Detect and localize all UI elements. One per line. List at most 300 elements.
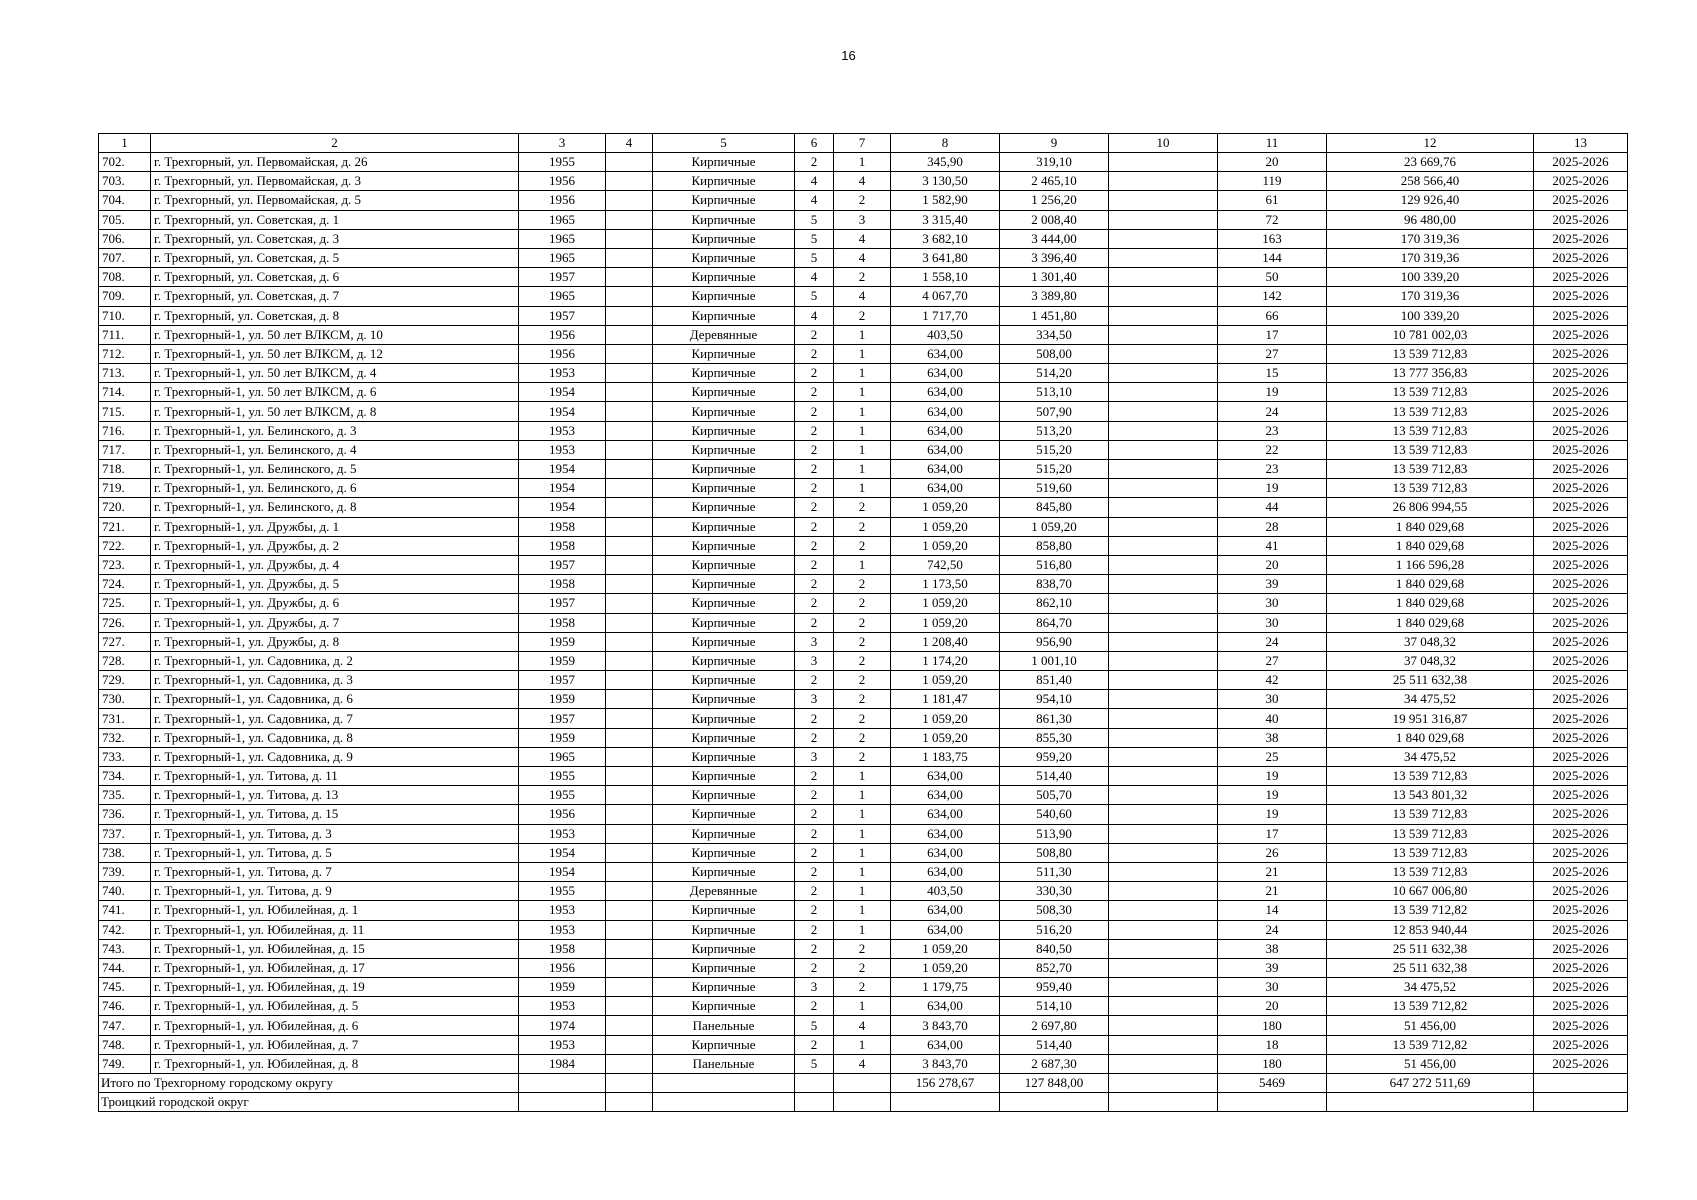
- cell-material: Кирпичные: [653, 824, 795, 843]
- cell-living-area: 514,20: [1000, 364, 1109, 383]
- cell-floors: 3: [795, 632, 834, 651]
- cell-entrances: 1: [834, 1035, 891, 1054]
- cell-number: 717.: [99, 440, 151, 459]
- cell-material: Кирпичные: [653, 939, 795, 958]
- cell-address: г. Трехгорный-1, ул. Дружбы, д. 5: [151, 575, 519, 594]
- column-header: 1: [99, 134, 151, 153]
- cell-period: 2025-2026: [1534, 402, 1628, 421]
- table-row: [99, 1016, 1628, 1035]
- cell-residents: 28: [1218, 517, 1327, 536]
- cell-col4: [606, 421, 653, 440]
- table-row: [99, 882, 1628, 901]
- cell-floors: [795, 1074, 834, 1093]
- cell-number: 713.: [99, 364, 151, 383]
- cell-period: 2025-2026: [1534, 671, 1628, 690]
- cell-entrances: 2: [834, 939, 891, 958]
- cell-col10: [1109, 402, 1218, 421]
- cell-year: 1965: [519, 248, 606, 267]
- cell-residents: 27: [1218, 344, 1327, 363]
- cell-floors: 2: [795, 786, 834, 805]
- cell-residents: 30: [1218, 594, 1327, 613]
- cell-floors: 2: [795, 709, 834, 728]
- cell-period: [1534, 1074, 1628, 1093]
- cell-address: г. Трехгорный-1, ул. 50 лет ВЛКСМ, д. 8: [151, 402, 519, 421]
- cell-entrances: 2: [834, 575, 891, 594]
- cell-material: Кирпичные: [653, 632, 795, 651]
- cell-cost: 1 840 029,68: [1327, 728, 1534, 747]
- cell-material: [653, 1093, 795, 1112]
- cell-period: 2025-2026: [1534, 210, 1628, 229]
- cell-year: 1957: [519, 594, 606, 613]
- cell-address: г. Трехгорный-1, ул. Титова, д. 13: [151, 786, 519, 805]
- cell-address: г. Трехгорный-1, ул. Титова, д. 11: [151, 767, 519, 786]
- cell-cost: 1 166 596,28: [1327, 555, 1534, 574]
- cell-number: 727.: [99, 632, 151, 651]
- cell-period: 2025-2026: [1534, 690, 1628, 709]
- cell-number: 747.: [99, 1016, 151, 1035]
- cell-period: 2025-2026: [1534, 460, 1628, 479]
- cell-entrances: 2: [834, 632, 891, 651]
- cell-col4: [606, 440, 653, 459]
- cell-living-area: 330,30: [1000, 882, 1109, 901]
- cell-number: 725.: [99, 594, 151, 613]
- cell-period: 2025-2026: [1534, 344, 1628, 363]
- cell-year: [519, 1074, 606, 1093]
- cell-period: 2025-2026: [1534, 325, 1628, 344]
- cell-material: Кирпичные: [653, 306, 795, 325]
- cell-address: г. Трехгорный-1, ул. Титова, д. 3: [151, 824, 519, 843]
- cell-number: 744.: [99, 958, 151, 977]
- cell-floors: [795, 1093, 834, 1112]
- cell-entrances: 1: [834, 440, 891, 459]
- cell-period: 2025-2026: [1534, 153, 1628, 172]
- cell-floors: 2: [795, 728, 834, 747]
- cell-total-area: 345,90: [891, 153, 1000, 172]
- cell-floors: 2: [795, 613, 834, 632]
- cell-material: Кирпичные: [653, 786, 795, 805]
- cell-total-area: 1 173,50: [891, 575, 1000, 594]
- cell-entrances: 4: [834, 1016, 891, 1035]
- cell-floors: 3: [795, 690, 834, 709]
- table-row: [99, 613, 1628, 632]
- cell-period: 2025-2026: [1534, 920, 1628, 939]
- cell-total-area: 156 278,67: [891, 1074, 1000, 1093]
- cell-living-area: 514,40: [1000, 767, 1109, 786]
- cell-col4: [606, 1054, 653, 1073]
- cell-floors: 2: [795, 939, 834, 958]
- cell-total-area: 1 208,40: [891, 632, 1000, 651]
- cell-col4: [606, 901, 653, 920]
- cell-address: г. Трехгорный-1, ул. Юбилейная, д. 11: [151, 920, 519, 939]
- cell-residents: 14: [1218, 901, 1327, 920]
- cell-year: 1954: [519, 843, 606, 862]
- cell-number: 716.: [99, 421, 151, 440]
- cell-living-area: 505,70: [1000, 786, 1109, 805]
- table-row: [99, 1054, 1628, 1073]
- cell-period: 2025-2026: [1534, 747, 1628, 766]
- cell-residents: 20: [1218, 555, 1327, 574]
- cell-entrances: 1: [834, 824, 891, 843]
- cell-col10: [1109, 690, 1218, 709]
- cell-cost: 51 456,00: [1327, 1054, 1534, 1073]
- cell-col4: [606, 632, 653, 651]
- cell-entrances: 1: [834, 421, 891, 440]
- cell-year: 1957: [519, 268, 606, 287]
- table-row: [99, 517, 1628, 536]
- cell-col4: [606, 594, 653, 613]
- cell-cost: 51 456,00: [1327, 1016, 1534, 1035]
- cell-floors: 2: [795, 997, 834, 1016]
- cell-living-area: 334,50: [1000, 325, 1109, 344]
- cell-col10: [1109, 440, 1218, 459]
- cell-residents: 17: [1218, 325, 1327, 344]
- cell-col4: [606, 747, 653, 766]
- cell-residents: 38: [1218, 728, 1327, 747]
- cell-floors: 2: [795, 575, 834, 594]
- cell-material: Кирпичные: [653, 997, 795, 1016]
- cell-residents: 19: [1218, 383, 1327, 402]
- cell-total-area: 634,00: [891, 402, 1000, 421]
- cell-col10: [1109, 1054, 1218, 1073]
- cell-material: Кирпичные: [653, 728, 795, 747]
- cell-material: Кирпичные: [653, 901, 795, 920]
- cell-total-area: 1 059,20: [891, 594, 1000, 613]
- cell-address: г. Трехгорный-1, ул. Титова, д. 15: [151, 805, 519, 824]
- cell-cost: 170 319,36: [1327, 229, 1534, 248]
- cell-number: 738.: [99, 843, 151, 862]
- cell-year: 1965: [519, 210, 606, 229]
- cell-cost: 26 806 994,55: [1327, 498, 1534, 517]
- cell-address: г. Трехгорный-1, ул. Белинского, д. 4: [151, 440, 519, 459]
- cell-cost: 13 539 712,82: [1327, 1035, 1534, 1054]
- cell-year: 1956: [519, 172, 606, 191]
- cell-total-area: 403,50: [891, 882, 1000, 901]
- cell-floors: 2: [795, 958, 834, 977]
- cell-address: г. Трехгорный, ул. Первомайская, д. 26: [151, 153, 519, 172]
- column-header: 7: [834, 134, 891, 153]
- cell-address: г. Трехгорный-1, ул. Дружбы, д. 2: [151, 536, 519, 555]
- cell-col10: [1109, 364, 1218, 383]
- cell-col4: [606, 344, 653, 363]
- table-row: [99, 978, 1628, 997]
- cell-address: г. Трехгорный-1, ул. 50 лет ВЛКСМ, д. 10: [151, 325, 519, 344]
- cell-floors: 2: [795, 594, 834, 613]
- cell-number: 730.: [99, 690, 151, 709]
- cell-number: 718.: [99, 460, 151, 479]
- cell-total-area: 634,00: [891, 364, 1000, 383]
- cell-number: 745.: [99, 978, 151, 997]
- cell-living-area: 513,90: [1000, 824, 1109, 843]
- cell-cost: 10 667 006,80: [1327, 882, 1534, 901]
- cell-entrances: 4: [834, 287, 891, 306]
- cell-residents: 142: [1218, 287, 1327, 306]
- cell-number: 715.: [99, 402, 151, 421]
- cell-residents: 180: [1218, 1054, 1327, 1073]
- table-row: [99, 594, 1628, 613]
- cell-floors: 4: [795, 306, 834, 325]
- cell-number: 722.: [99, 536, 151, 555]
- cell-col10: [1109, 1093, 1218, 1112]
- cell-living-area: 2 697,80: [1000, 1016, 1109, 1035]
- table-row: [99, 786, 1628, 805]
- cell-material: Кирпичные: [653, 709, 795, 728]
- cell-year: 1955: [519, 153, 606, 172]
- cell-residents: 23: [1218, 460, 1327, 479]
- cell-period: 2025-2026: [1534, 421, 1628, 440]
- table-row: [99, 210, 1628, 229]
- cell-year: 1984: [519, 1054, 606, 1073]
- cell-period: 2025-2026: [1534, 978, 1628, 997]
- cell-col10: [1109, 555, 1218, 574]
- cell-residents: 23: [1218, 421, 1327, 440]
- cell-col10: [1109, 210, 1218, 229]
- cell-living-area: 954,10: [1000, 690, 1109, 709]
- cell-cost: 1 840 029,68: [1327, 575, 1534, 594]
- cell-address: г. Трехгорный-1, ул. Дружбы, д. 8: [151, 632, 519, 651]
- cell-address: г. Трехгорный-1, ул. Юбилейная, д. 6: [151, 1016, 519, 1035]
- cell-address: г. Трехгорный, ул. Советская, д. 1: [151, 210, 519, 229]
- cell-year: 1965: [519, 229, 606, 248]
- cell-number: 704.: [99, 191, 151, 210]
- cell-col4: [606, 517, 653, 536]
- cell-col10: [1109, 383, 1218, 402]
- cell-entrances: 2: [834, 613, 891, 632]
- cell-residents: 42: [1218, 671, 1327, 690]
- cell-address: г. Трехгорный-1, ул. Садовника, д. 7: [151, 709, 519, 728]
- cell-period: 2025-2026: [1534, 575, 1628, 594]
- cell-total-area: 1 717,70: [891, 306, 1000, 325]
- cell-address: г. Трехгорный, ул. Советская, д. 6: [151, 268, 519, 287]
- page-number: 16: [841, 48, 856, 63]
- cell-address: г. Трехгорный-1, ул. Дружбы, д. 4: [151, 555, 519, 574]
- cell-floors: 5: [795, 287, 834, 306]
- cell-floors: 2: [795, 671, 834, 690]
- column-header: 13: [1534, 134, 1628, 153]
- table-row: [99, 229, 1628, 248]
- cell-col10: [1109, 325, 1218, 344]
- cell-period: 2025-2026: [1534, 824, 1628, 843]
- cell-living-area: [1000, 1093, 1109, 1112]
- cell-entrances: 2: [834, 536, 891, 555]
- section-row-label: Троицкий городской округ: [99, 1093, 519, 1112]
- cell-period: 2025-2026: [1534, 306, 1628, 325]
- cell-year: 1955: [519, 767, 606, 786]
- table-row: [99, 862, 1628, 881]
- cell-col10: [1109, 901, 1218, 920]
- cell-col4: [606, 613, 653, 632]
- cell-floors: 5: [795, 210, 834, 229]
- cell-year: 1957: [519, 709, 606, 728]
- cell-number: 749.: [99, 1054, 151, 1073]
- cell-year: 1957: [519, 671, 606, 690]
- cell-address: г. Трехгорный-1, ул. 50 лет ВЛКСМ, д. 6: [151, 383, 519, 402]
- table-row: [99, 747, 1628, 766]
- cell-total-area: 634,00: [891, 786, 1000, 805]
- cell-period: 2025-2026: [1534, 517, 1628, 536]
- cell-year: 1956: [519, 191, 606, 210]
- cell-number: 739.: [99, 862, 151, 881]
- cell-entrances: [834, 1093, 891, 1112]
- cell-col4: [606, 767, 653, 786]
- cell-floors: 4: [795, 191, 834, 210]
- cell-year: 1953: [519, 364, 606, 383]
- cell-col10: [1109, 747, 1218, 766]
- cell-period: 2025-2026: [1534, 364, 1628, 383]
- cell-cost: [1327, 1093, 1534, 1112]
- cell-year: 1954: [519, 460, 606, 479]
- cell-col4: [606, 536, 653, 555]
- table-row: [99, 575, 1628, 594]
- cell-col4: [606, 1093, 653, 1112]
- cell-year: [519, 1093, 606, 1112]
- cell-residents: 30: [1218, 613, 1327, 632]
- cell-address: г. Трехгорный-1, ул. Белинского, д. 5: [151, 460, 519, 479]
- cell-number: 729.: [99, 671, 151, 690]
- cell-living-area: 508,80: [1000, 843, 1109, 862]
- cell-period: 2025-2026: [1534, 248, 1628, 267]
- cell-entrances: 1: [834, 767, 891, 786]
- table-row: [99, 671, 1628, 690]
- cell-year: 1958: [519, 575, 606, 594]
- cell-living-area: 858,80: [1000, 536, 1109, 555]
- cell-total-area: 3 843,70: [891, 1054, 1000, 1073]
- cell-cost: 13 539 712,83: [1327, 824, 1534, 843]
- cell-col10: [1109, 268, 1218, 287]
- cell-cost: 13 777 356,83: [1327, 364, 1534, 383]
- cell-floors: 5: [795, 248, 834, 267]
- table-row: [99, 248, 1628, 267]
- cell-cost: 13 539 712,83: [1327, 862, 1534, 881]
- cell-residents: 72: [1218, 210, 1327, 229]
- cell-period: 2025-2026: [1534, 172, 1628, 191]
- cell-address: г. Трехгорный-1, ул. Белинского, д. 6: [151, 479, 519, 498]
- cell-col10: [1109, 344, 1218, 363]
- cell-living-area: 319,10: [1000, 153, 1109, 172]
- cell-living-area: 514,40: [1000, 1035, 1109, 1054]
- cell-year: 1954: [519, 498, 606, 517]
- cell-total-area: 3 682,10: [891, 229, 1000, 248]
- cell-entrances: 2: [834, 191, 891, 210]
- cell-col10: [1109, 536, 1218, 555]
- cell-material: Кирпичные: [653, 229, 795, 248]
- cell-period: 2025-2026: [1534, 594, 1628, 613]
- cell-year: 1954: [519, 862, 606, 881]
- cell-total-area: 1 059,20: [891, 536, 1000, 555]
- cell-total-area: 1 181,47: [891, 690, 1000, 709]
- cell-floors: 3: [795, 978, 834, 997]
- cell-cost: 13 539 712,83: [1327, 383, 1534, 402]
- cell-living-area: 862,10: [1000, 594, 1109, 613]
- cell-total-area: 1 059,20: [891, 498, 1000, 517]
- cell-living-area: 516,20: [1000, 920, 1109, 939]
- cell-col4: [606, 268, 653, 287]
- cell-floors: 2: [795, 402, 834, 421]
- cell-cost: 1 840 029,68: [1327, 594, 1534, 613]
- cell-total-area: 1 059,20: [891, 671, 1000, 690]
- cell-living-area: 1 256,20: [1000, 191, 1109, 210]
- cell-cost: 13 539 712,83: [1327, 767, 1534, 786]
- cell-living-area: 516,80: [1000, 555, 1109, 574]
- cell-col10: [1109, 287, 1218, 306]
- cell-material: Кирпичные: [653, 555, 795, 574]
- cell-col10: [1109, 229, 1218, 248]
- building-registry-table: [98, 133, 1628, 1112]
- cell-year: 1954: [519, 383, 606, 402]
- cell-number: 741.: [99, 901, 151, 920]
- table-row: [99, 920, 1628, 939]
- cell-residents: 21: [1218, 862, 1327, 881]
- cell-floors: 2: [795, 920, 834, 939]
- cell-residents: 39: [1218, 575, 1327, 594]
- cell-address: г. Трехгорный-1, ул. Дружбы, д. 7: [151, 613, 519, 632]
- table-row: [99, 325, 1628, 344]
- table-row: [99, 843, 1628, 862]
- cell-col4: [606, 498, 653, 517]
- cell-cost: 13 539 712,83: [1327, 421, 1534, 440]
- cell-address: г. Трехгорный, ул. Первомайская, д. 3: [151, 172, 519, 191]
- cell-period: 2025-2026: [1534, 709, 1628, 728]
- cell-year: 1958: [519, 613, 606, 632]
- table-row: [99, 958, 1628, 977]
- cell-floors: 2: [795, 882, 834, 901]
- cell-col10: [1109, 939, 1218, 958]
- cell-number: 736.: [99, 805, 151, 824]
- cell-living-area: 127 848,00: [1000, 1074, 1109, 1093]
- column-header: 4: [606, 134, 653, 153]
- cell-total-area: 634,00: [891, 901, 1000, 920]
- table-row: [99, 498, 1628, 517]
- cell-number: 723.: [99, 555, 151, 574]
- cell-floors: 2: [795, 440, 834, 459]
- cell-number: 706.: [99, 229, 151, 248]
- cell-material: Кирпичные: [653, 172, 795, 191]
- cell-year: 1959: [519, 690, 606, 709]
- cell-total-area: 1 059,20: [891, 939, 1000, 958]
- cell-entrances: 2: [834, 728, 891, 747]
- table-row: [99, 555, 1628, 574]
- cell-cost: 37 048,32: [1327, 632, 1534, 651]
- cell-cost: 13 539 712,83: [1327, 402, 1534, 421]
- cell-floors: 3: [795, 747, 834, 766]
- cell-total-area: 634,00: [891, 421, 1000, 440]
- table-row: [99, 421, 1628, 440]
- cell-total-area: 634,00: [891, 479, 1000, 498]
- table-row: [99, 287, 1628, 306]
- cell-address: г. Трехгорный-1, ул. Титова, д. 5: [151, 843, 519, 862]
- cell-col10: [1109, 1035, 1218, 1054]
- column-header: 12: [1327, 134, 1534, 153]
- table-row: [99, 364, 1628, 383]
- cell-material: Кирпичные: [653, 383, 795, 402]
- cell-col4: [606, 728, 653, 747]
- table-row: [99, 306, 1628, 325]
- cell-material: Кирпичные: [653, 498, 795, 517]
- cell-col10: [1109, 306, 1218, 325]
- cell-total-area: 1 183,75: [891, 747, 1000, 766]
- cell-residents: 21: [1218, 882, 1327, 901]
- cell-entrances: 1: [834, 901, 891, 920]
- cell-period: 2025-2026: [1534, 479, 1628, 498]
- cell-living-area: 855,30: [1000, 728, 1109, 747]
- cell-living-area: 1 451,80: [1000, 306, 1109, 325]
- cell-period: 2025-2026: [1534, 958, 1628, 977]
- cell-entrances: 1: [834, 364, 891, 383]
- table-row: [99, 383, 1628, 402]
- table-row: [99, 805, 1628, 824]
- cell-material: Кирпичные: [653, 153, 795, 172]
- cell-floors: 2: [795, 479, 834, 498]
- cell-residents: 66: [1218, 306, 1327, 325]
